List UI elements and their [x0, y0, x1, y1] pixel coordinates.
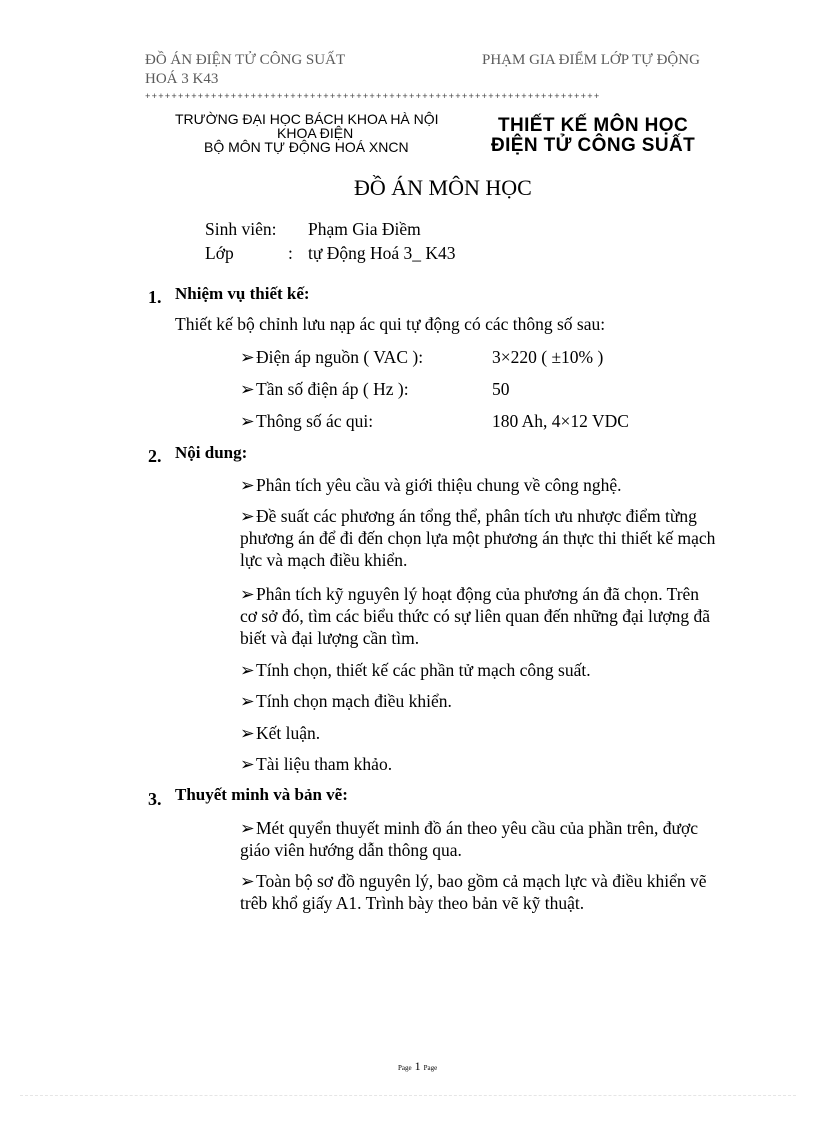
institution-department: BỘ MÔN TỰ ĐỘNG HOÁ XNCN — [204, 139, 409, 155]
student-name-value: Phạm Gia Điềm — [308, 219, 421, 239]
page-bottom-divider — [20, 1095, 796, 1096]
arrow-bullet-icon: ➢ — [240, 347, 255, 367]
arrow-bullet-icon: ➢ — [240, 475, 255, 495]
arrow-bullet-icon: ➢ — [240, 723, 255, 743]
content-item: ➢Mét quyển thuyết minh đồ án theo yêu cầu của phần trên, được giáo viên hướng dẫn thông qua. — [240, 818, 699, 860]
section1-intro: Thiết kế bộ chỉnh lưu nạp ác qui tự động có các thông số sau: — [175, 314, 606, 334]
content-item: ➢Phân tích yêu cầu và giới thiệu chung về công nghệ. — [240, 475, 622, 495]
document-title: ĐỒ ÁN MÔN HỌC — [354, 175, 532, 200]
content-item: ➢Tài liệu tham khảo. — [240, 754, 393, 774]
course-title-line2: ĐIỆN TỬ CÔNG SUẤT — [491, 135, 696, 156]
institution-university: TRƯỜNG ĐẠI HỌC BÁCH KHOA HÀ NỘI — [175, 111, 439, 127]
section1-number: 1. — [148, 287, 162, 307]
arrow-bullet-icon: ➢ — [240, 871, 255, 891]
content-item: ➢Phân tích kỹ nguyên lý hoạt động của phương án đã chọn. Trên cơ sở đó, tìm các biểu thức có sự liên quan đến những đại lượng đã biết và đại lượng cần tìm. — [240, 584, 711, 648]
footer-page-left: Page — [398, 1064, 412, 1072]
section2-number: 2. — [148, 446, 162, 466]
student-name-label: Sinh viên: — [205, 219, 277, 239]
header-left-line2: HOÁ 3 K43 — [145, 71, 219, 87]
arrow-bullet-icon: ➢ — [240, 584, 255, 604]
institution-faculty: KHOA ĐIỆN — [277, 125, 354, 141]
arrow-bullet-icon: ➢ — [240, 691, 255, 711]
page-footer — [398, 1059, 437, 1074]
spec-value: 180 Ah, 4×12 VDC — [492, 411, 629, 431]
footer-page-right: Page — [423, 1064, 438, 1072]
student-class-label: Lớp — [205, 243, 234, 263]
header-separator: +++++++++++++++++++++++++++++++++++++++++++++++++++++++++++++++++++++ — [145, 92, 601, 102]
section3-number: 3. — [148, 789, 162, 809]
section1-title: Nhiệm vụ thiết kế: — [175, 284, 310, 303]
spec-item — [240, 347, 423, 368]
spec-item — [240, 411, 373, 432]
page-number: 1 — [414, 1059, 421, 1073]
content-item: ➢Kết luận. — [240, 723, 321, 743]
spec-value: 3×220 ( ±10% ) — [492, 347, 604, 367]
arrow-bullet-icon: ➢ — [240, 754, 255, 774]
student-class-colon: : — [288, 243, 293, 263]
content-item: ➢Tính chọn, thiết kế các phần tử mạch công suất. — [240, 660, 591, 680]
spec-label: Điện áp nguồn ( VAC ): — [256, 347, 424, 367]
spec-label: Thông số ác qui: — [256, 411, 374, 431]
section2-title: Nội dung: — [175, 443, 248, 462]
content-item: ➢Tính chọn mạch điều khiển. — [240, 691, 452, 711]
header-right: PHẠM GIA ĐIỂM LỚP TỰ ĐỘNG — [482, 52, 700, 68]
header-left-line1: ĐỒ ÁN ĐIỆN TỬ CÔNG SUẤT — [145, 52, 346, 68]
arrow-bullet-icon: ➢ — [240, 506, 255, 526]
spec-label: Tần số điện áp ( Hz ): — [256, 379, 409, 399]
arrow-bullet-icon: ➢ — [240, 379, 255, 399]
content-item: ➢Đề suất các phương án tổng thể, phân tích ưu nhược điểm từng phương án để đi đến chọn lựa một phương án thực thi thiết kế mạch lực và mạch điều khiển. — [240, 506, 716, 570]
arrow-bullet-icon: ➢ — [240, 818, 255, 838]
course-title-line1: THIẾT KẾ MÔN HỌC — [498, 115, 689, 136]
content-item: ➢Toàn bộ sơ đồ nguyên lý, bao gồm cả mạch lực và điều khiển vẽ trêb khổ giấy A1. Trình bày theo bản vẽ kỹ thuật. — [240, 871, 707, 913]
arrow-bullet-icon: ➢ — [240, 660, 255, 680]
spec-item — [240, 379, 409, 400]
spec-value: 50 — [492, 379, 510, 399]
arrow-bullet-icon: ➢ — [240, 411, 255, 431]
student-class-value: tự Động Hoá 3_ K43 — [308, 243, 456, 263]
section3-title: Thuyết minh và bản vẽ: — [175, 785, 348, 804]
